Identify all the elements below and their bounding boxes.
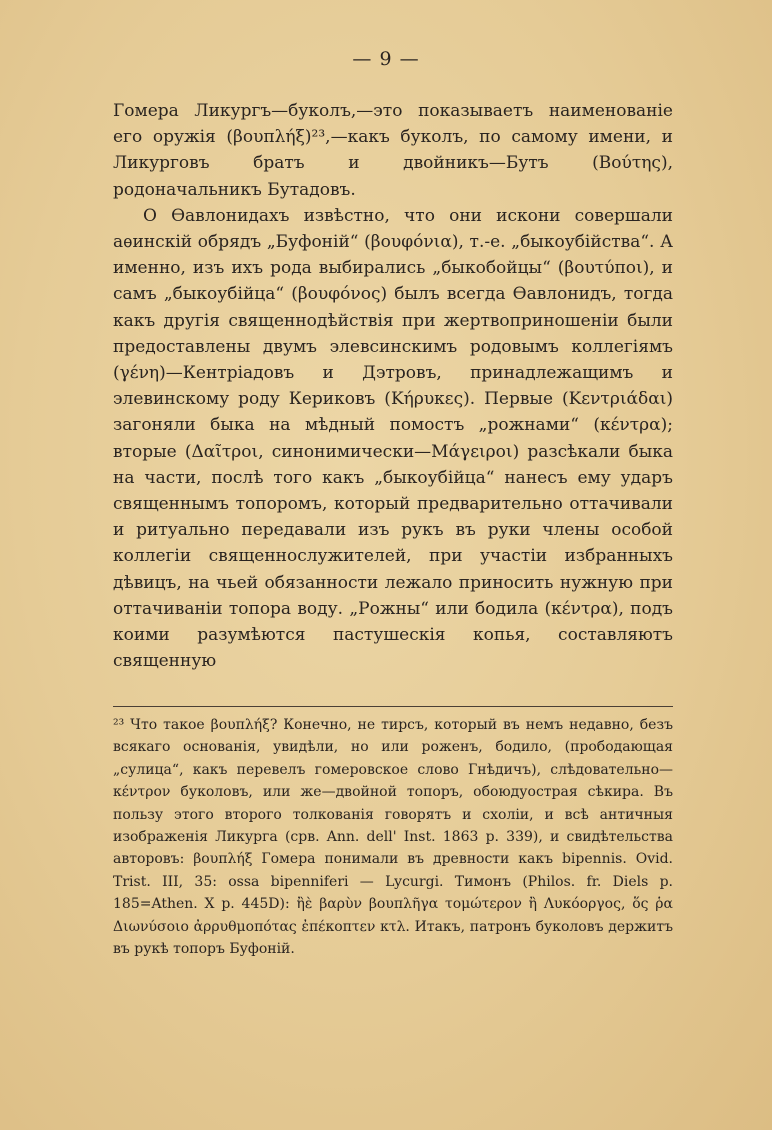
main-text: [113, 98, 673, 674]
footnote-divider: [113, 706, 673, 707]
paragraph: О Ѳавлонидахъ извѣстно, что они искони совершали аѳинскій обрядъ „Буфоній“ (βουφόνια), т.-е. „быкоубійства“. А именно, изъ ихъ рода выбирались „быкобойцы“ (βουτύποι), и самъ „быкоубійца“ (βουφόνος) былъ всегда Ѳавлонидъ, тогда какъ другія священнодѣйствія при жертвоприношеніи были предоставлены двумъ элевсинскимъ родовымъ коллегіямъ (γένη)—Кентріадовъ и Дэтровъ, принадлежащимъ и элевинскому роду Кериковъ (Κήρυκες). Первые (Κεντριάδαι) загоняли быка на мѣдный помостъ „рожнами“ (κέντρα); вторые (Δαῖτροι, синонимически—Μάγειροι) разсѣкали быка на части, послѣ того какъ „быкоубійца“ нанесъ ему ударъ священнымъ топоромъ, который предварительно оттачивали и ритуально передавали изъ рукъ въ руки члены особой коллегіи священнослужителей, при участіи избранныхъ дѣвицъ, на чьей обязанности лежало приносить нужную при оттачиваніи топора воду. „Рожны“ или бодила (κέντρα), подъ коими разумѣются пастушескія копья, составляютъ священную: [113, 205, 673, 672]
footnote: ²³ Что такое βουπλήξ? Конечно, не тирсъ, который въ немъ недавно, безъ всякаго основанія, увидѣли, но или роженъ, бодило, (прободающая „сулица“, какъ перевелъ гомеровское слово Гнѣдичъ), слѣдовательно—κέντρον буколовъ, или же—двойной топоръ, обоюдуострая сѣкира. Въ пользу этого второго толкованія говорятъ и схоліи, и всѣ античныя изображенія Ликурга (срв. Ann. dell' Inst. 1863 p. 339), и свидѣтельства авторовъ: βουπλήξ Гомера понимали въ древности какъ bipennis. Ovid. Trist. III, 35: ossa bipenniferi — Lycurgi. Тимонъ (Philos. fr. Diels p. 185=Athen. X p. 445D): ἢὲ βαρὺν βουπλῆγα τομώτερον ἢ Λυκόοργος, ὅς ῥα Διωνύσοιο ἀρρυθμοπότας ἐπέκοπτεν κτλ. Итакъ, патронъ буколовъ держитъ въ рукѣ топоръ Буфоній.: [113, 717, 673, 958]
paragraph: Гомера Ликургъ—буколъ,—это показываетъ наименованіе его оружія (βουπλήξ)²³,—какъ буколъ, по самому имени, и Ликурговъ братъ и двойникъ—Бутъ (Βούτης), родоначальникъ Бутадовъ.: [113, 101, 673, 200]
page-number: — 9 —: [352, 48, 420, 70]
